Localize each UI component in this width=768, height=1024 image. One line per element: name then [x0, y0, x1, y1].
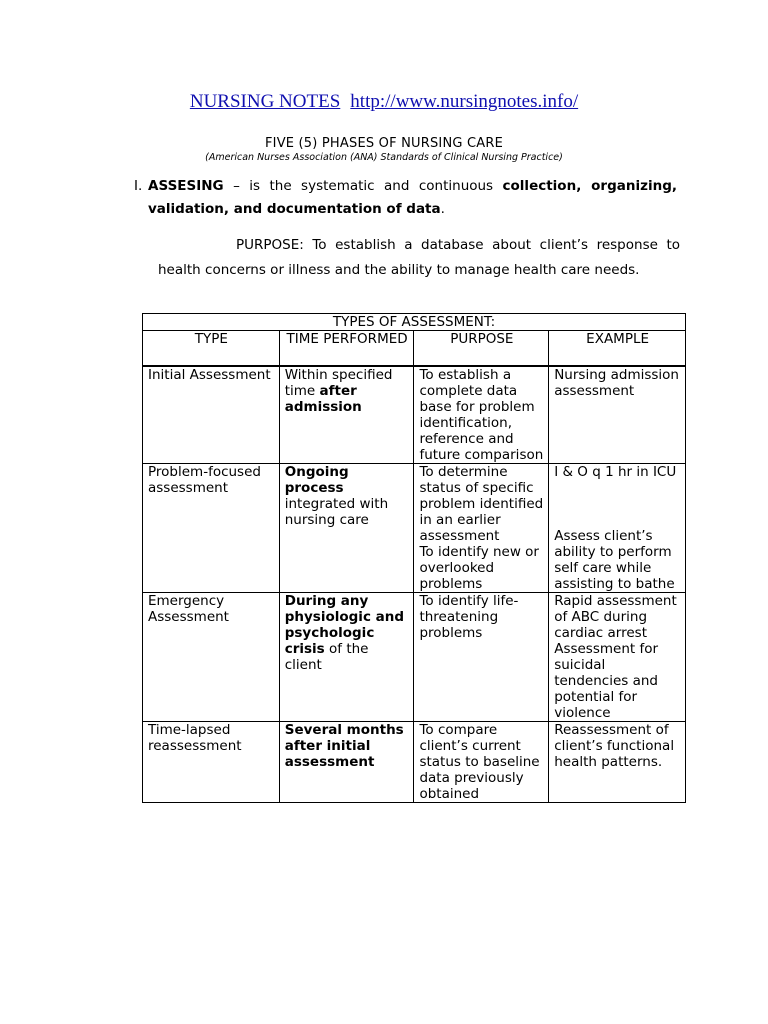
- cell-purpose: [414, 464, 549, 593]
- time-bold: after admission: [284, 383, 362, 415]
- cell-example: Nursing admission assessment: [549, 366, 686, 464]
- assessing-section: [134, 175, 677, 221]
- example-text: Rapid assessment of ABC during cardiac arrest: [554, 593, 677, 641]
- header-type: TYPE: [143, 331, 280, 367]
- cell-purpose: To identify life-threatening problems: [414, 593, 549, 722]
- assessing-line-2: [134, 198, 677, 221]
- page-title: FIVE (5) PHASES OF NURSING CARE: [264, 136, 503, 151]
- time-plain: Within specified time: [284, 367, 393, 399]
- header-time-performed: TIME PERFORMED: [279, 331, 414, 367]
- example-text-2: Assessment for suicidal tendencies and potential for violence: [554, 641, 659, 721]
- cell-purpose: To establish a complete data base for problem identification, reference and future comparison: [414, 366, 549, 464]
- time-after: integrated with nursing care: [284, 496, 389, 528]
- site-name-link[interactable]: NURSING NOTES: [189, 91, 341, 112]
- site-url-link[interactable]: http://www.nursingnotes.info/: [350, 91, 579, 112]
- purpose-line-1: PURPOSE: To establish a database about client’s response to: [236, 237, 680, 253]
- cell-example: Reassessment of client’s functional health patterns.: [549, 722, 686, 803]
- cell-example: [549, 464, 686, 593]
- cell-time: [279, 722, 414, 803]
- time-bold: Several months after initial assessment: [284, 722, 404, 770]
- cell-time: [279, 593, 414, 722]
- example-text: I & O q 1 hr in ICU: [554, 464, 677, 480]
- time-after: of the client: [284, 641, 369, 673]
- section-heading: ASSESING: [148, 178, 224, 194]
- header-example: EXAMPLE: [549, 331, 686, 367]
- section-bold-2: validation, and documentation of data: [148, 201, 441, 217]
- section-text-end: .: [440, 201, 445, 217]
- purpose-paragraph: [158, 233, 680, 283]
- cell-type: Problem-focused assessment: [143, 464, 280, 593]
- cell-type: Initial Assessment: [143, 366, 280, 464]
- example-text-2: Assess client’s ability to perform self care while assisting to bathe: [554, 528, 675, 592]
- purpose-text-2: To identify new or overlooked problems: [419, 544, 539, 592]
- header-purpose: PURPOSE: [414, 331, 549, 367]
- section-text-before: – is the systematic and continuous: [223, 178, 503, 194]
- assessing-line-1: [134, 175, 677, 198]
- table-row: [143, 464, 686, 593]
- section-number: I.: [134, 178, 143, 194]
- page-header: [0, 91, 768, 113]
- cell-example: [549, 593, 686, 722]
- purpose-line-2: health concerns or illness and the ability to manage health care needs.: [158, 262, 640, 278]
- purpose-text: To determine status of specific problem identified in an earlier assessment: [419, 464, 544, 544]
- table-caption: TYPES OF ASSESSMENT:: [143, 314, 686, 331]
- cell-type: Emergency Assessment: [143, 593, 280, 722]
- assessment-types-table: [142, 313, 686, 803]
- table-row: [143, 593, 686, 722]
- table-row: [143, 722, 686, 803]
- section-bold-1: collection, organizing,: [502, 178, 677, 194]
- cell-purpose: To compare client’s current status to baseline data previously obtained: [414, 722, 549, 803]
- time-bold: Ongoing process: [284, 464, 349, 496]
- table-row: [143, 366, 686, 464]
- cell-time: [279, 464, 414, 593]
- time-bold: During any physiologic and psychologic crisis: [284, 593, 405, 657]
- cell-time: [279, 366, 414, 464]
- page-subtitle: (American Nurses Association (ANA) Standards of Clinical Nursing Practice): [205, 152, 563, 163]
- cell-type: Time-lapsed reassessment: [143, 722, 280, 803]
